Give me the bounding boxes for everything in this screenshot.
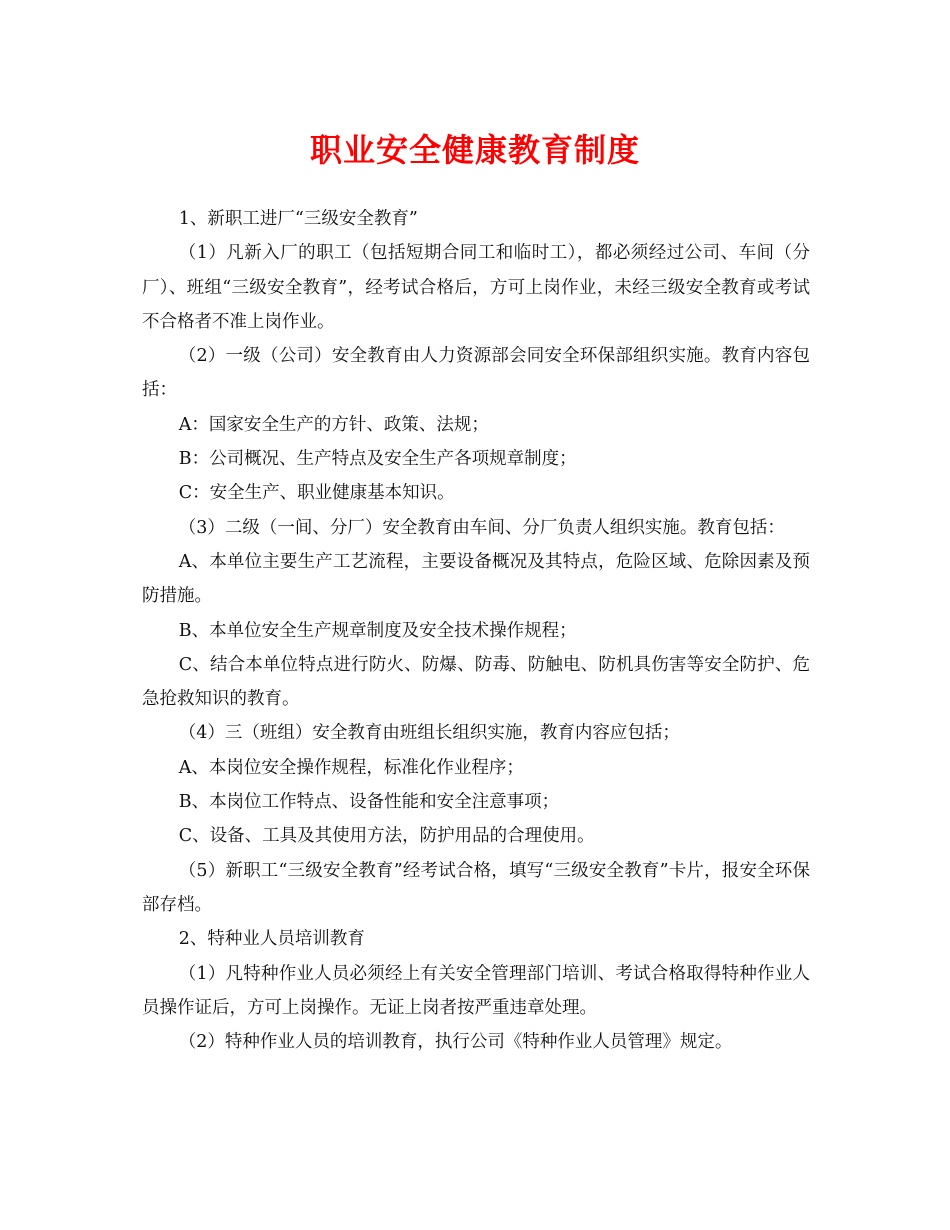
list-item: A、本岗位安全操作规程，标准化作业程序； bbox=[178, 757, 524, 778]
paragraph: （1）凡特种作业人员必须经上有关安全管理部门培训、考试合格取得特种作业人员操作证后，方可上岗操作。无证上岗者按严重违章处理。 bbox=[142, 963, 810, 1018]
paragraph: （5）新职工“三级安全教育”经考试合格，填写“三级安全教育”卡片，报安全环保部存档。 bbox=[142, 860, 810, 915]
list-item: A、本单位主要生产工艺流程，主要设备概况及其特点，危险区域、危除因素及预防措施。 bbox=[142, 551, 810, 607]
paragraph: （2）特种作业人员的培训教育，执行公司《特种作业人员管理》规定。 bbox=[178, 1032, 733, 1053]
list-item: C、设备、工具及其使用方法，防护用品的合理使用。 bbox=[178, 826, 595, 847]
list-item: A：国家安全生产的方针、政策、法规； bbox=[178, 414, 489, 435]
document-title: 职业安全健康教育制度 bbox=[309, 131, 640, 169]
paragraph: （2）一级（公司）安全教育由人力资源部会同安全环保部组织实施。教育内容包括： bbox=[142, 346, 810, 401]
list-item: B、本岗位工作特点、设备性能和安全注意事项； bbox=[178, 792, 560, 813]
list-item: C：安全生产、职业健康基本知识。 bbox=[178, 483, 455, 504]
paragraph: （3）二级（一间、分厂）安全教育由车间、分厂负责人组织实施。教育包括： bbox=[178, 517, 785, 538]
paragraph: （1）凡新入厂的职工（包括短期合同工和临时工），都必须经过公司、车间（分厂）、班组“三级安全教育”，经考试合格后，方可上岗作业，未经三级安全教育或考试不合格者不准上岗作业。 bbox=[142, 243, 810, 332]
list-item: B、本单位安全生产规章制度及安全技术操作规程； bbox=[178, 620, 577, 641]
list-item: C、结合本单位特点进行防火、防爆、防毒、防触电、防机具伤害等安全防护、危急抢救知识的教育。 bbox=[142, 654, 810, 710]
document-body bbox=[142, 202, 810, 1059]
paragraph: （4）三（班组）安全教育由班组长组织实施，教育内容应包括； bbox=[178, 723, 680, 744]
list-item: B：公司概况、生产特点及安全生产各项规章制度； bbox=[178, 449, 577, 470]
section-heading-1: 1、新职工进厂“三级安全教育” bbox=[178, 209, 418, 229]
section-heading-2: 2、特种业人员培训教育 bbox=[178, 929, 365, 950]
